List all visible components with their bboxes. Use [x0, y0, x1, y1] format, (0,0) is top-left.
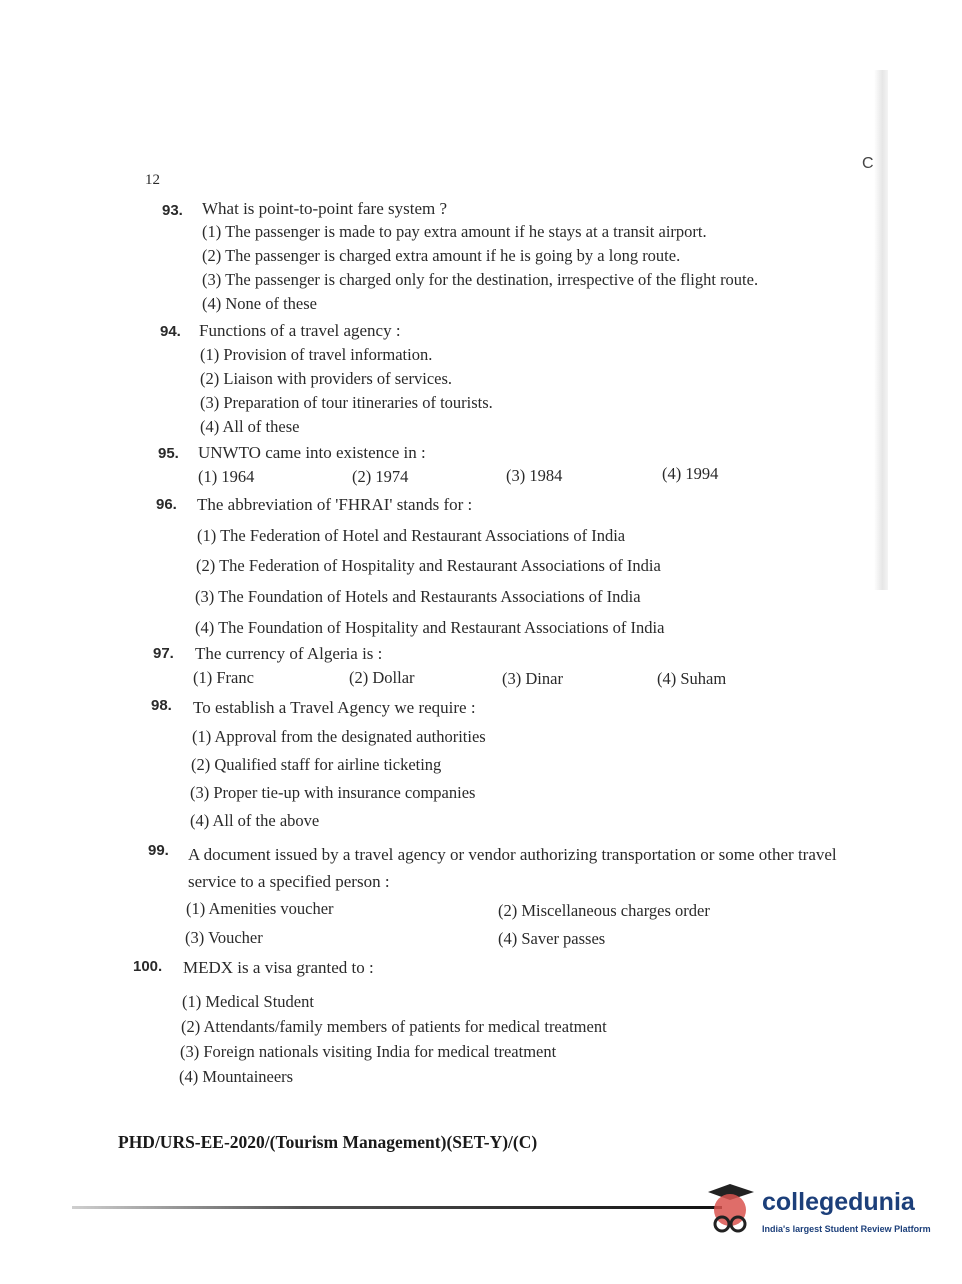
option: (4) 1994 [662, 464, 719, 483]
page-number: 12 [145, 172, 160, 188]
question-text: UNWTO came into existence in : [198, 443, 426, 462]
question-number: 96. [156, 496, 177, 513]
logo-name: collegedunia [762, 1188, 915, 1216]
question-text: Functions of a travel agency : [199, 321, 401, 340]
option: (2) Miscellaneous charges order [498, 901, 710, 920]
question-number: 95. [158, 445, 179, 462]
exam-code: PHD/URS-EE-2020/(Tourism Management)(SET-Y)/(C) [118, 1132, 538, 1152]
option: (1) 1964 [198, 467, 255, 486]
question-text: To establish a Travel Agency we require : [193, 698, 476, 717]
question-text: The currency of Algeria is : [195, 644, 383, 663]
question-number: 94. [160, 323, 181, 340]
question-number: 99. [148, 842, 169, 859]
option: (2) The Federation of Hospitality and Restaurant Associations of India [196, 556, 661, 575]
logo-tagline: India's largest Student Review Platform [762, 1224, 931, 1234]
option: (3) Dinar [502, 669, 563, 688]
option: (2) Dollar [349, 668, 415, 687]
option: (4) Saver passes [498, 929, 606, 948]
option: (3) 1984 [506, 466, 563, 485]
option: (1) Amenities voucher [186, 899, 334, 918]
footer-divider [72, 1206, 722, 1209]
scan-shadow [874, 70, 888, 590]
option: (4) Suham [657, 669, 727, 688]
option: (1) Medical Student [182, 992, 314, 1011]
mascot-icon [700, 1180, 760, 1244]
option: (2) Liaison with providers of services. [200, 369, 453, 388]
question-number: 98. [151, 697, 172, 714]
option: (4) All of the above [190, 811, 320, 830]
question-number: 97. [153, 645, 174, 662]
brand-logo[interactable] [700, 1180, 940, 1250]
option: (3) Preparation of tour itineraries of tourists. [200, 393, 493, 412]
option: (3) The Foundation of Hotels and Restaurants Associations of India [195, 587, 641, 606]
option: (2) Attendants/family members of patients for medical treatment [181, 1017, 607, 1036]
option: (2) Qualified staff for airline ticketing [191, 755, 442, 774]
option: (3) Voucher [185, 928, 263, 947]
question-number: 100. [133, 958, 163, 975]
option: (3) The passenger is charged only for the destination, irrespective of the flight route. [202, 270, 759, 289]
set-marker: C [862, 155, 874, 172]
option: (1) Franc [193, 668, 254, 687]
option: (4) None of these [202, 294, 318, 313]
option: (3) Proper tie-up with insurance companies [190, 783, 476, 802]
question-text: A document issued by a travel agency or vendor authorizing transportation or some other travel service to a specified person : [188, 845, 837, 891]
option: (3) Foreign nationals visiting India for medical treatment [180, 1042, 557, 1061]
option: (1) The passenger is made to pay extra amount if he stays at a transit airport. [202, 222, 707, 241]
option: (1) The Federation of Hotel and Restaurant Associations of India [197, 526, 626, 545]
option: (1) Approval from the designated authorities [192, 727, 486, 746]
option: (2) The passenger is charged extra amount if he is going by a long route. [202, 246, 681, 265]
question-text: The abbreviation of 'FHRAI' stands for : [197, 495, 473, 514]
option: (4) All of these [200, 417, 300, 436]
question-text: What is point-to-point fare system ? [202, 199, 448, 218]
option: (2) 1974 [352, 467, 409, 486]
option: (4) The Foundation of Hospitality and Restaurant Associations of India [195, 618, 665, 637]
question-number: 93. [162, 202, 183, 219]
option: (1) Provision of travel information. [200, 345, 433, 364]
question-text: MEDX is a visa granted to : [183, 958, 374, 977]
option: (4) Mountaineers [179, 1067, 294, 1086]
